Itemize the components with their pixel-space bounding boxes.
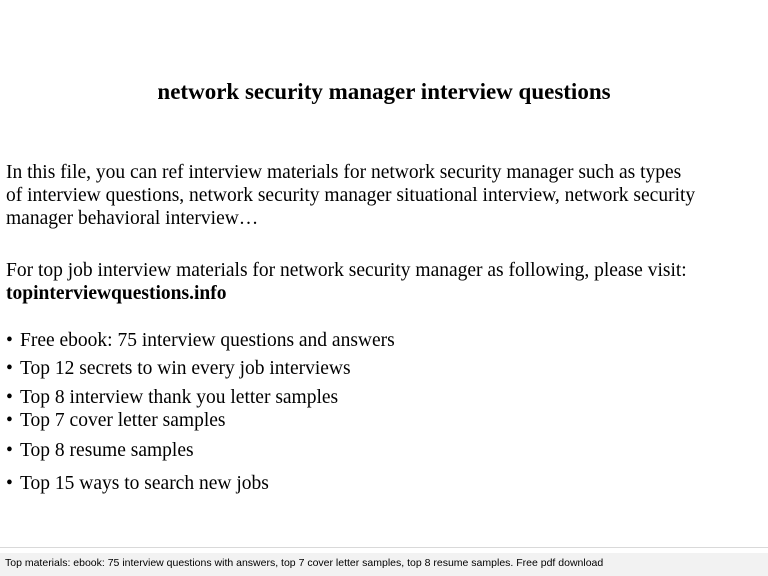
visit-line: For top job interview materials for network security manager as following, please visit:	[6, 260, 687, 281]
bullet-icon: •	[6, 473, 13, 494]
bullet-icon: •	[6, 440, 13, 461]
list-item	[6, 409, 395, 432]
site-link[interactable]: topinterviewquestions.info	[6, 283, 227, 304]
intro-paragraph	[6, 161, 764, 230]
list-item	[6, 357, 395, 380]
resource-list	[6, 329, 395, 495]
list-item-label: Top 15 ways to search new jobs	[20, 473, 269, 494]
intro-line: In this file, you can ref interview materials for network security manager such as types	[6, 162, 682, 183]
list-item	[6, 472, 395, 495]
bullet-icon: •	[6, 358, 13, 379]
bullet-icon: •	[6, 387, 13, 408]
footer-text: Top materials: ebook: 75 interview questions with answers, top 7 cover letter samples, top 8 resume samples. Free pdf download	[5, 557, 604, 569]
list-item	[6, 329, 395, 352]
list-item-label: Top 8 interview thank you letter samples	[20, 387, 339, 408]
bullet-icon: •	[6, 330, 13, 351]
list-item	[6, 386, 395, 409]
intro-line: manager behavioral interview…	[6, 208, 259, 229]
list-item-label: Top 12 secrets to win every job interviews	[20, 358, 351, 379]
list-item	[6, 439, 395, 462]
list-item-label: Free ebook: 75 interview questions and answers	[20, 330, 395, 351]
footer-divider	[0, 547, 768, 548]
bullet-icon: •	[6, 410, 13, 431]
list-item-label: Top 8 resume samples	[20, 440, 194, 461]
list-item-label: Top 7 cover letter samples	[20, 410, 226, 431]
visit-paragraph	[6, 259, 764, 305]
page-title: network security manager interview questions	[157, 79, 611, 104]
intro-line: of interview questions, network security manager situational interview, network security	[6, 185, 696, 206]
